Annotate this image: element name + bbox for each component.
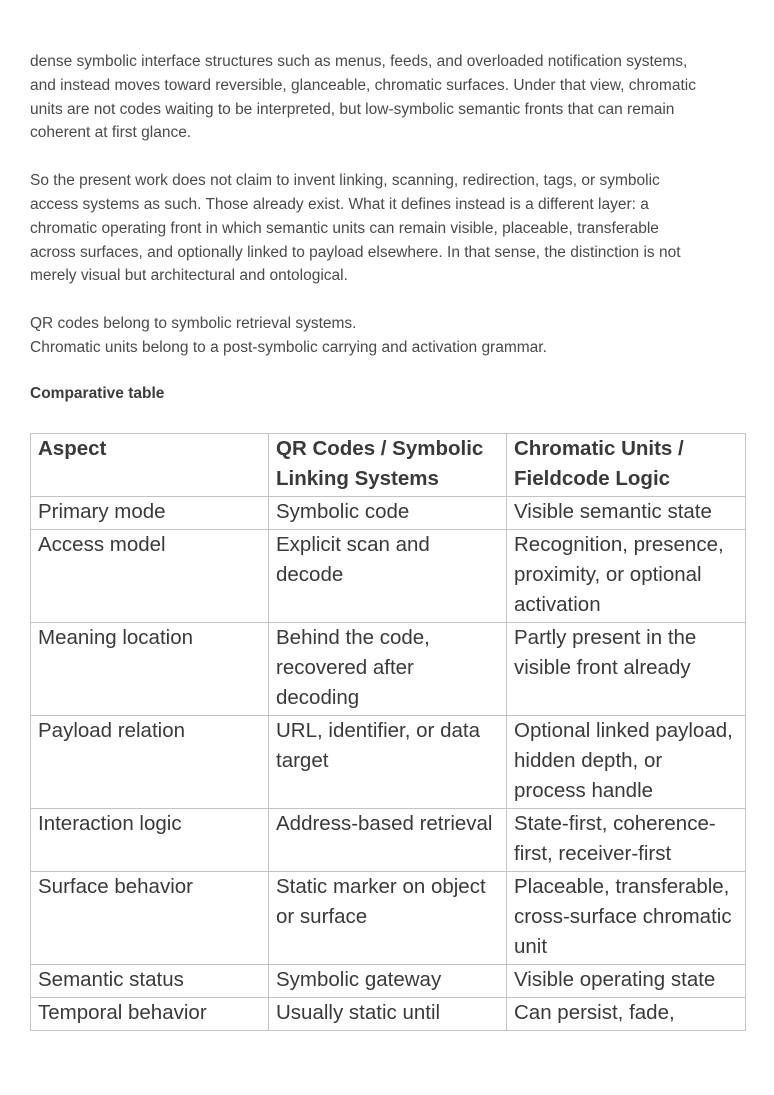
- table-cell: Can persist, fade,: [507, 998, 746, 1031]
- table-cell: State-first, coherence-first, receiver-first: [507, 809, 746, 872]
- table-cell: Visible operating state: [507, 965, 746, 998]
- paragraph-summary: [30, 312, 746, 360]
- comparative-table-container: [30, 433, 746, 1038]
- table-cell: Semantic status: [31, 965, 269, 998]
- table-cell: Primary mode: [31, 497, 269, 530]
- text-line: merely visual but architectural and ontological.: [30, 267, 348, 285]
- text-line: QR codes belong to symbolic retrieval systems.: [30, 315, 357, 333]
- table-cell: Recognition, presence, proximity, or optional activation: [507, 530, 746, 623]
- text-line: chromatic operating front in which semantic units can remain visible, placeable, transferable: [30, 219, 659, 237]
- table-row: [31, 497, 746, 530]
- table-cell: Access model: [31, 530, 269, 623]
- table-cell: Temporal behavior: [31, 998, 269, 1031]
- table-row: [31, 965, 746, 998]
- text-line: Chromatic units belong to a post-symbolic carrying and activation grammar.: [30, 338, 547, 356]
- table-cell: Explicit scan and decode: [269, 530, 507, 623]
- table-header-row: [31, 434, 746, 497]
- table-row: [31, 716, 746, 809]
- table-row: [31, 998, 746, 1031]
- table-cell: Surface behavior: [31, 872, 269, 965]
- text-line: units are not codes waiting to be interpreted, but low-symbolic semantic fronts that can remain: [30, 100, 675, 118]
- table-row: [31, 809, 746, 872]
- header-cell-aspect: Aspect: [31, 434, 269, 497]
- table-cell: Symbolic code: [269, 497, 507, 530]
- table-cell: Behind the code, recovered after decoding: [269, 623, 507, 716]
- table-cell: Meaning location: [31, 623, 269, 716]
- text-line: across surfaces, and optionally linked to payload elsewhere. In that sense, the distinction is not: [30, 243, 681, 261]
- table-cell: Placeable, transferable, cross-surface chromatic unit: [507, 872, 746, 965]
- article-body: [30, 50, 746, 360]
- text-line: and instead moves toward reversible, glanceable, chromatic surfaces. Under that view, chromatic: [30, 76, 696, 94]
- table-cell: Optional linked payload, hidden depth, or process handle: [507, 716, 746, 809]
- table-cell: URL, identifier, or data target: [269, 716, 507, 809]
- table-cell: Address-based retrieval: [269, 809, 507, 872]
- table-row: [31, 530, 746, 623]
- table-title: Comparative table: [30, 385, 165, 402]
- header-cell-qr-codes: QR Codes / Symbolic Linking Systems: [269, 434, 507, 497]
- table-cell: Symbolic gateway: [269, 965, 507, 998]
- table-cell: Usually static until: [269, 998, 507, 1031]
- text-line: dense symbolic interface structures such as menus, feeds, and overloaded notification systems,: [30, 53, 688, 70]
- table-cell: Visible semantic state: [507, 497, 746, 530]
- header-cell-chromatic-units: Chromatic Units / Fieldcode Logic: [507, 434, 746, 497]
- table-row: [31, 623, 746, 716]
- paragraph-intro-continued: [30, 50, 746, 145]
- text-line: coherent at first glance.: [30, 124, 192, 142]
- table-cell: Static marker on object or surface: [269, 872, 507, 965]
- table-row: [31, 872, 746, 965]
- table-cell: Payload relation: [31, 716, 269, 809]
- paragraph-present-work: [30, 169, 746, 288]
- text-line: access systems as such. Those already exist. What it defines instead is a different layer: a: [30, 195, 649, 213]
- paragraph-spacer: [30, 145, 746, 169]
- table-cell: Interaction logic: [31, 809, 269, 872]
- paragraph-spacer: [30, 288, 746, 312]
- comparative-table: [30, 433, 746, 1031]
- table-cell: Partly present in the visible front already: [507, 623, 746, 716]
- text-line: So the present work does not claim to invent linking, scanning, redirection, tags, or symbolic: [30, 172, 660, 190]
